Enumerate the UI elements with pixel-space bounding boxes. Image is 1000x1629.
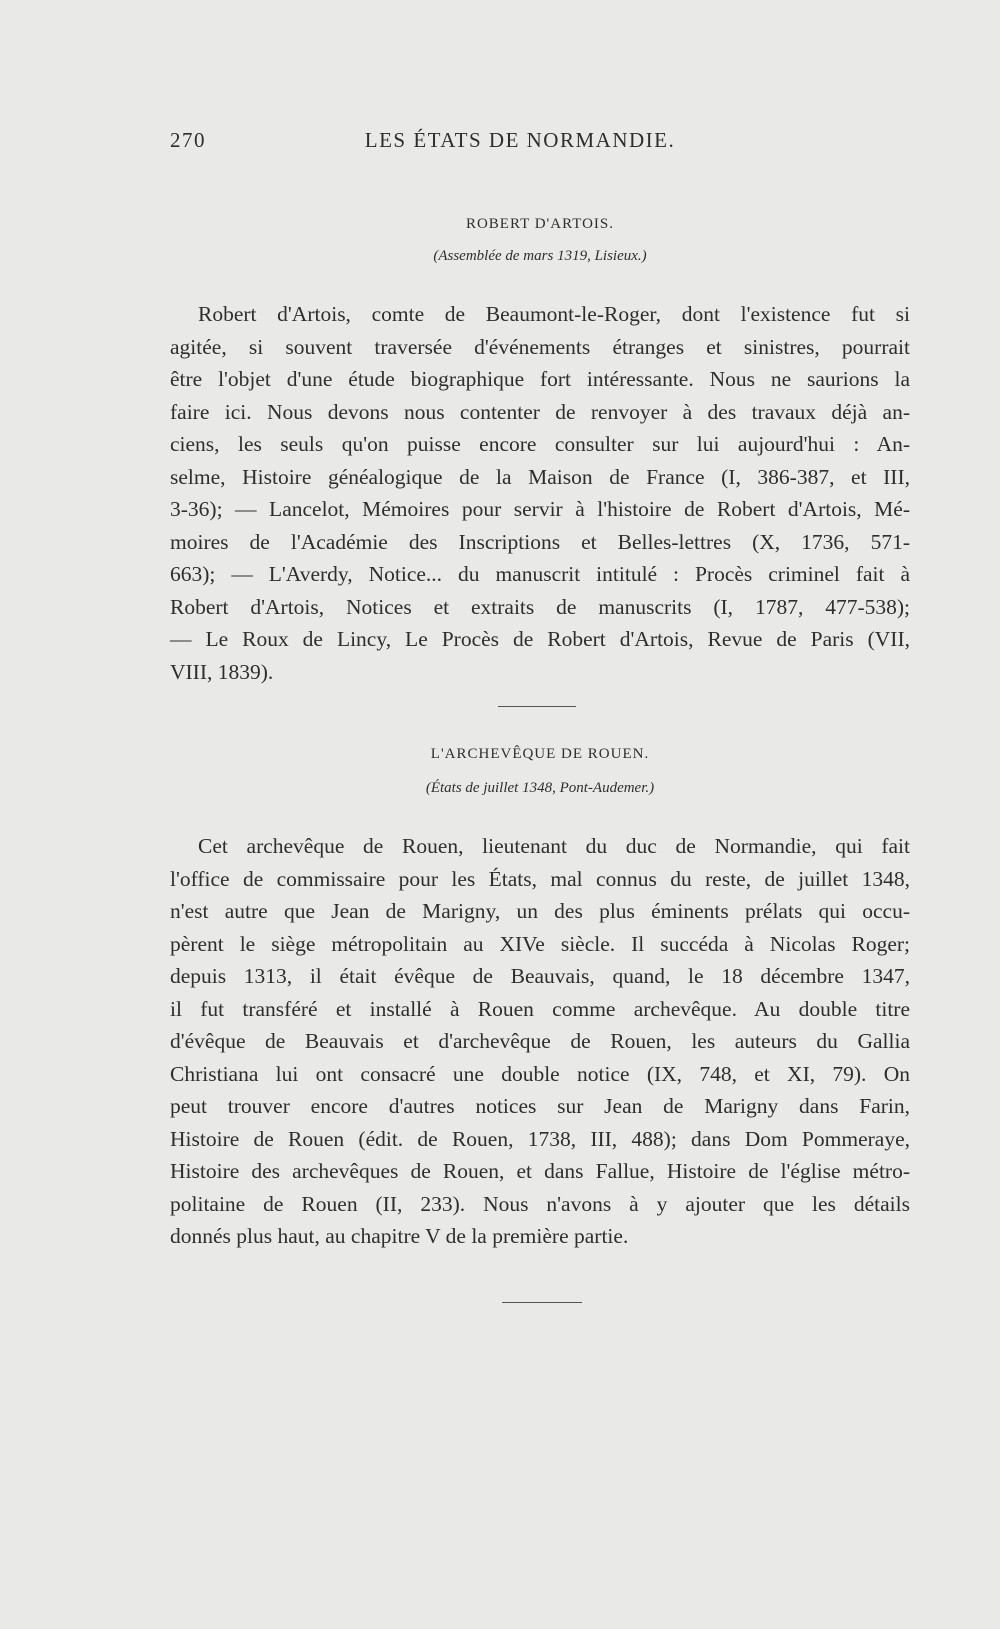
text-line: ciens, les seuls qu'on puisse encore consulter sur lui aujourd'hui : An-	[170, 432, 910, 456]
section-subtitle-robert-dartois: (Assemblée de mars 1319, Lisieux.)	[433, 248, 647, 264]
text-line: faire ici. Nous devons nous contenter de renvoyer à des travaux déjà an-	[170, 399, 910, 424]
text-line: donnés plus haut, au chapitre V de la première partie.	[170, 1224, 629, 1248]
text-line: Histoire de Rouen (édit. de Rouen, 1738, III, 488); dans Dom Pommeraye,	[170, 1126, 910, 1151]
text-line: l'office de commissaire pour les États, mal connus du reste, de juillet 1348,	[170, 866, 910, 891]
text-line: moires de l'Académie des Inscriptions et Belles-lettres (X, 1736, 571-	[170, 529, 910, 554]
paragraph-robert-dartois	[170, 298, 910, 688]
text-line: 663); — L'Averdy, Notice... du manuscrit intitulé : Procès criminel fait à	[170, 562, 910, 586]
section-divider	[498, 706, 576, 707]
text-line: — Le Roux de Lincy, Le Procès de Robert d'Artois, Revue de Paris (VII,	[170, 627, 910, 651]
running-header	[170, 128, 830, 153]
text-line: d'évêque de Beauvais et d'archevêque de Rouen, les auteurs du Gallia	[170, 1029, 910, 1053]
text-line: politaine de Rouen (II, 233). Nous n'avons à y ajouter que les détails	[170, 1191, 910, 1216]
text-line: Robert d'Artois, Notices et extraits de manuscrits (I, 1787, 477-538);	[170, 594, 910, 619]
text-line: n'est autre que Jean de Marigny, un des plus éminents prélats qui occu-	[170, 899, 910, 923]
text-line: VIII, 1839).	[170, 659, 274, 684]
text-line: pèrent le siège métropolitain au XIVe siècle. Il succéda à Nicolas Roger;	[170, 931, 910, 956]
section-title-robert-dartois: ROBERT D'ARTOIS.	[465, 216, 615, 232]
text-line: être l'objet d'une étude biographique fort intéressante. Nous ne saurions la	[170, 367, 910, 391]
text-line: il fut transféré et installé à Rouen comme archevêque. Au double titre	[170, 996, 910, 1021]
running-title: LES ÉTATS DE NORMANDIE.	[364, 128, 676, 152]
text-line: peut trouver encore d'autres notices sur Jean de Marigny dans Farin,	[170, 1094, 910, 1118]
section-subtitle-archeveque-de-rouen: (États de juillet 1348, Pont-Audemer.)	[425, 780, 655, 796]
text-line: 3-36); — Lancelot, Mémoires pour servir à l'histoire de Robert d'Artois, Mé-	[170, 497, 910, 521]
text-line: agitée, si souvent traversée d'événements étranges et sinistres, pourrait	[170, 334, 910, 359]
text-line: Robert d'Artois, comte de Beaumont-le-Roger, dont l'existence fut si	[198, 302, 910, 326]
paragraph-archeveque-de-rouen	[170, 830, 910, 1253]
text-line: depuis 1313, il était évêque de Beauvais, quand, le 18 décembre 1347,	[170, 964, 910, 988]
text-line: Christiana lui ont consacré une double notice (IX, 748, et XI, 79). On	[170, 1061, 910, 1086]
text-line: Histoire des archevêques de Rouen, et dans Fallue, Histoire de l'église métro-	[170, 1159, 910, 1183]
text-line: Cet archevêque de Rouen, lieutenant du duc de Normandie, qui fait	[198, 834, 910, 858]
text-line: selme, Histoire généalogique de la Maison de France (I, 386-387, et III,	[170, 464, 910, 489]
section-divider	[502, 1302, 582, 1303]
section-title-archeveque-de-rouen: L'ARCHEVÊQUE DE ROUEN.	[430, 746, 650, 762]
page-number: 270	[170, 128, 206, 152]
